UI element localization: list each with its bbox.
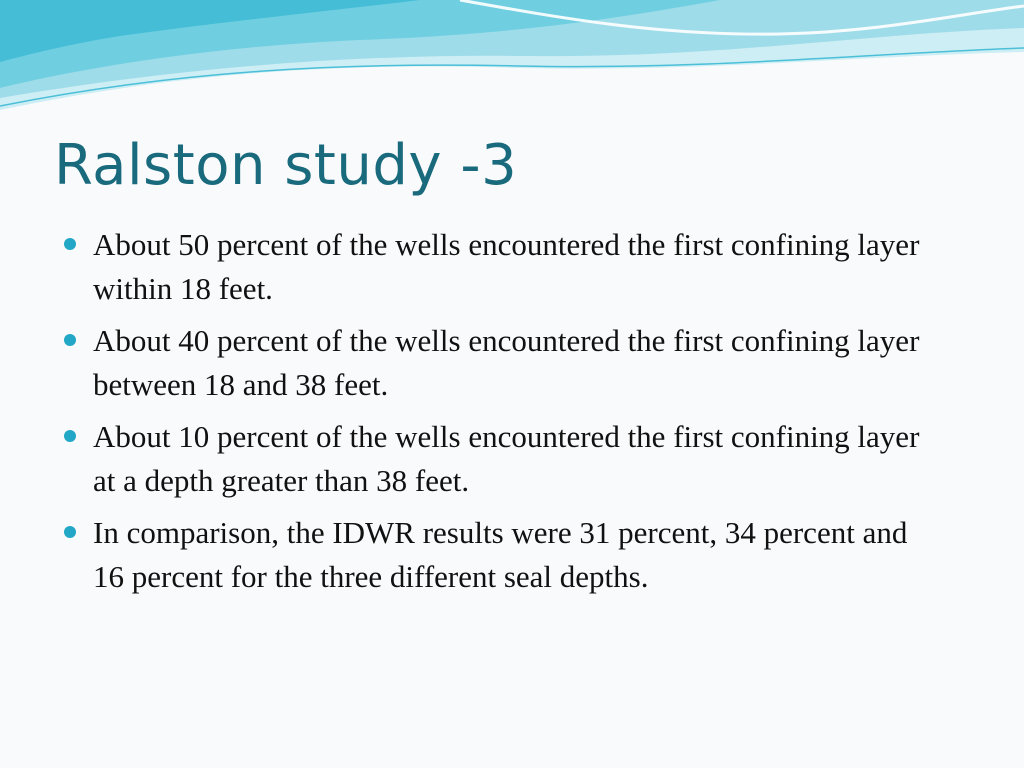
header-wave-decoration bbox=[0, 0, 1024, 120]
slide-title: Ralston study -3 bbox=[54, 133, 518, 198]
bullet-item bbox=[64, 511, 934, 599]
bullet-text: About 50 percent of the wells encountered the first confining layer within 18 feet. bbox=[93, 227, 920, 306]
bullet-list bbox=[64, 223, 934, 607]
bullet-text: In comparison, the IDWR results were 31 percent, 34 percent and 16 percent for the three different seal depths. bbox=[93, 515, 908, 594]
bullet-dot-icon bbox=[64, 334, 76, 346]
bullet-item bbox=[64, 415, 934, 503]
bullet-dot-icon bbox=[64, 526, 76, 538]
bullet-item bbox=[64, 319, 934, 407]
bullet-text: About 10 percent of the wells encountered the first confining layer at a depth greater than 38 feet. bbox=[93, 419, 920, 498]
bullet-item bbox=[64, 223, 934, 311]
bullet-text: About 40 percent of the wells encountered the first confining layer between 18 and 38 feet. bbox=[93, 323, 920, 402]
bullet-dot-icon bbox=[64, 238, 76, 250]
bullet-dot-icon bbox=[64, 430, 76, 442]
